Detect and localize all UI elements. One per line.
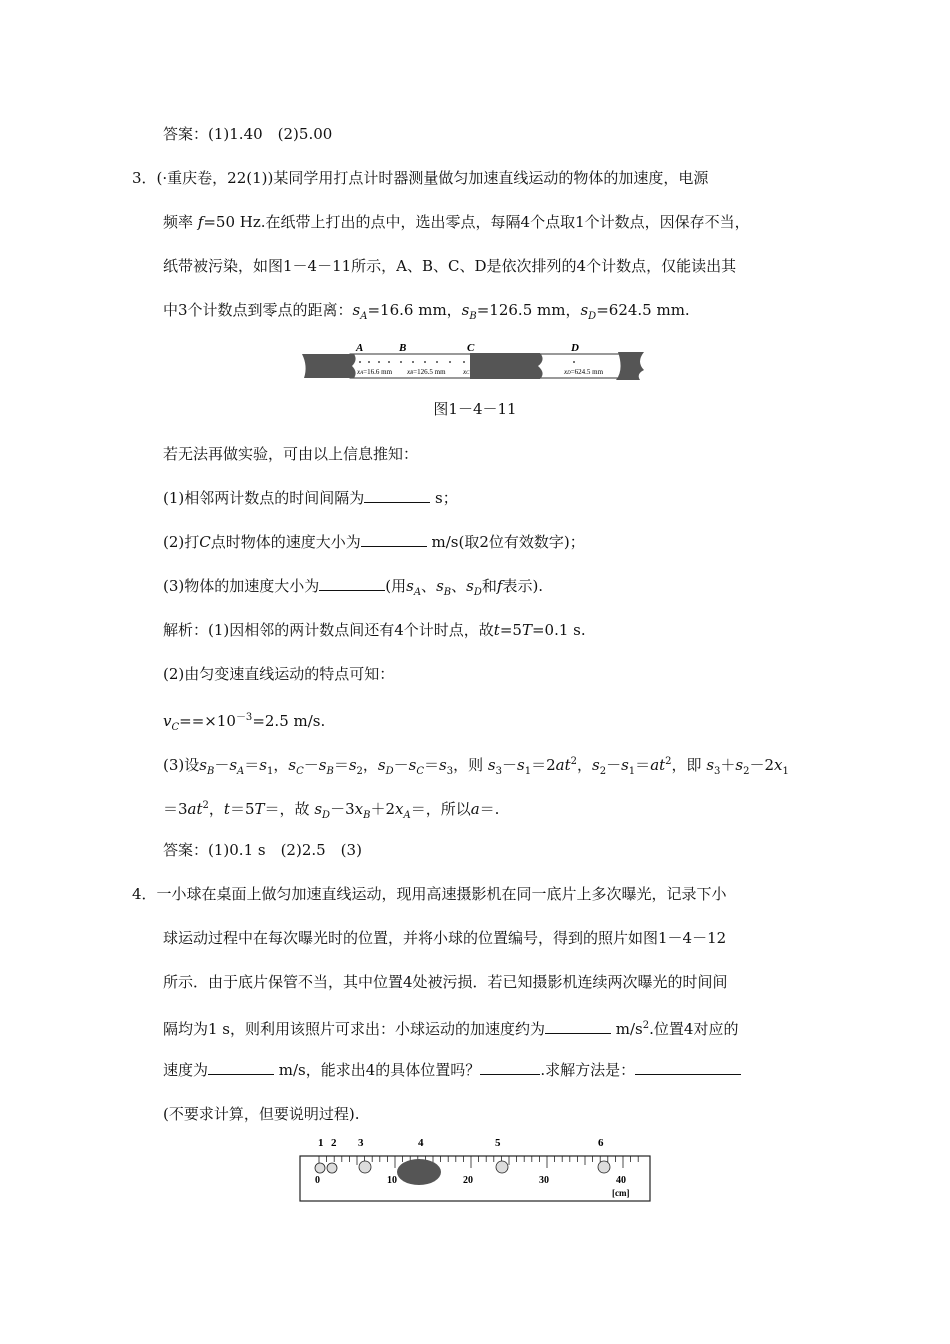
- answer-blank[interactable]: [480, 1060, 540, 1075]
- ball-position-1: [315, 1163, 325, 1173]
- question-3-line-2: 频率 f=50 Hz.在纸带上打出的点中，选出零点，每隔4个点取1个计数点，因保存不当，: [163, 213, 750, 231]
- stain-middle: [470, 353, 543, 379]
- ball-position-5: [496, 1161, 508, 1173]
- solution-line-2: (2)由匀变速直线运动的特点可知：: [163, 665, 395, 683]
- question-3-part-3: (3)物体的加速度大小为 (用$s_A$、$s_B$、$s_D$和f表示).: [163, 577, 544, 598]
- tick-label-0: 0: [315, 1175, 320, 1186]
- solution-line-1: 解析：(1)因相邻的两计数点间还有4个计时点，故t=5T=0.1 s.: [163, 621, 586, 639]
- stain-position-4: [397, 1159, 441, 1185]
- ruler-figure: [298, 1132, 654, 1204]
- ball-position-2: [327, 1163, 337, 1173]
- solution-line-4: (3)设$s_B-s_A=s_1$，$s_C-s_B=s_2$，$s_D-s_C=s_3$，则 $s_3-s_1=2at^2$，$s_2-s_1=at^2$，即 $s_3+s_2-2x_1$: [163, 756, 789, 777]
- svg-text:xD=624.5 mm: xD=624.5 mm: [564, 368, 604, 376]
- question-4-line-6: (不要求计算，但要说明过程).: [163, 1105, 360, 1123]
- position-label-5: 5: [495, 1137, 501, 1149]
- question-4-line-2: 球运动过程中在每次曝光时的位置，并将小球的位置编号，得到的照片如图1－4－12: [163, 929, 727, 947]
- answer-blank[interactable]: [208, 1060, 274, 1075]
- position-label-3: 3: [358, 1137, 364, 1149]
- answer-blank[interactable]: [361, 532, 427, 547]
- tick-label-20: 20: [463, 1175, 473, 1186]
- question-3-intro: 若无法再做实验，可由以上信息推知：: [163, 445, 419, 463]
- tick-label-30: 30: [539, 1175, 549, 1186]
- answer-blank[interactable]: [635, 1060, 741, 1075]
- tick-label-40: 40: [616, 1175, 626, 1186]
- stain-left: [302, 354, 356, 378]
- ball-position-6: [598, 1161, 610, 1173]
- paper-tape-figure: [300, 340, 646, 384]
- question-3-line-1: 3．(·重庆卷，22(1))某同学用打点计时器测量做匀加速直线运动的物体的加速度，电源: [132, 169, 709, 187]
- position-label-2: 2: [331, 1137, 337, 1149]
- answer-blank[interactable]: [364, 488, 430, 503]
- svg-text:xA=16.6 mm: xA=16.6 mm: [357, 368, 393, 376]
- position-label-6: 6: [598, 1137, 604, 1149]
- label-a: A: [356, 342, 364, 354]
- position-label-4: 4: [418, 1137, 424, 1149]
- ball-position-3: [359, 1161, 371, 1173]
- question-3-part-2: (2)打C点时物体的速度大小为 m/s(取2位有效数字)；: [163, 533, 585, 551]
- question-4-line-1: 4．一小球在桌面上做匀加速直线运动，现用高速摄影机在同一底片上多次曝光，记录下小: [132, 885, 727, 903]
- svg-text:xC: xC: [463, 368, 470, 376]
- unit-label: [cm]: [612, 1188, 630, 1198]
- figure-caption-1-4-11: 图1－4－11: [433, 400, 517, 418]
- question-3-part-1: (1)相邻两计数点的时间间隔为 s；: [163, 489, 458, 507]
- answer-blank[interactable]: [319, 576, 385, 591]
- question-4-line-3: 所示．由于底片保管不当，其中位置4处被污损．若已知摄影机连续两次曝光的时间间: [163, 973, 728, 991]
- solution-line-3: $v_C==\times 10^{-3}=2.5$ m/s.: [163, 712, 326, 733]
- tick-label-10: 10: [387, 1175, 397, 1186]
- previous-answer: 答案：(1)1.40 (2)5.00: [163, 125, 333, 143]
- question-3-line-4: 中3个计数点到零点的距离：$s_A=16.6$ mm，$s_B=126.5$ mm，$s_D=624.5$ mm.: [163, 301, 690, 322]
- svg-text:xB=126.5 mm: xB=126.5 mm: [407, 368, 446, 376]
- label-c: C: [467, 342, 475, 354]
- question-3-line-3: 纸带被污染，如图1－4－11所示，A、B、C、D是依次排列的4个计数点，仅能读出其: [163, 257, 737, 275]
- question-4-line-4: 隔均为1 s，则利用该照片可求出：小球运动的加速度约为 $m/s^2$.位置4对应的: [163, 1020, 739, 1038]
- question-3-answer: 答案：(1)0.1 s (2)2.5 (3): [163, 841, 362, 859]
- answer-blank[interactable]: [545, 1019, 611, 1034]
- position-labels: [318, 1137, 604, 1149]
- label-b: B: [399, 342, 407, 354]
- question-4-line-5: 速度为 m/s，能求出4的具体位置吗？ .求解方法是：: [163, 1060, 741, 1080]
- solution-line-5: $=3at^2$，t＝5T＝，故 $s_D-3x_B+2x_A=$，所以a＝.: [163, 800, 500, 821]
- label-d: D: [571, 342, 579, 354]
- position-label-1: 1: [318, 1137, 324, 1149]
